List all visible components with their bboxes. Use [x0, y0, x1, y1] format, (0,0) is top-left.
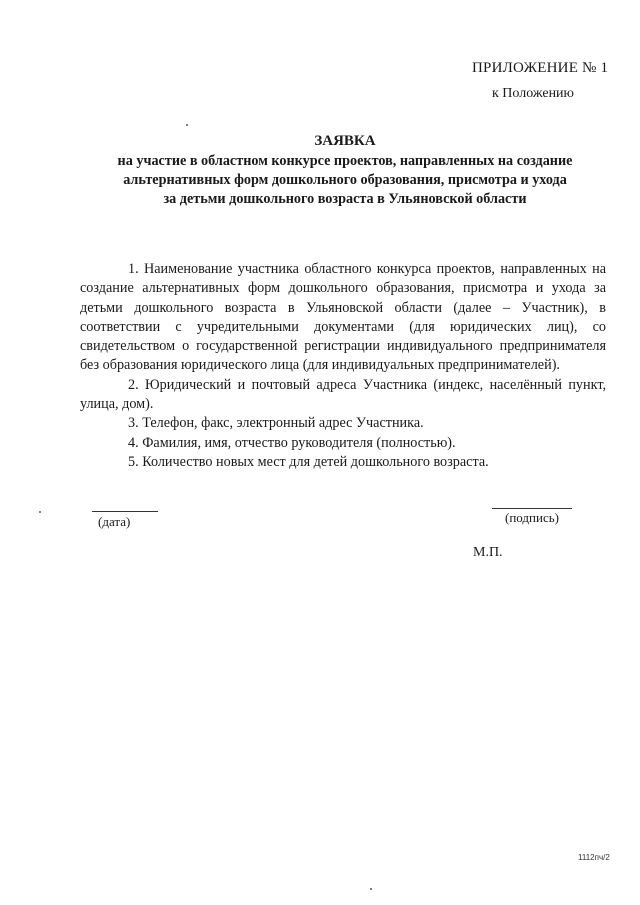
item-4: 4. Фамилия, имя, отчество руководителя (полностью). — [128, 434, 456, 451]
date-caption: (дата) — [98, 514, 131, 529]
date-line — [92, 511, 158, 512]
scan-speck — [39, 511, 41, 513]
item-5: 5. Количество новых мест для детей дошкольного возраста. — [128, 453, 489, 470]
appendix-reference: к Положению — [492, 86, 575, 101]
stamp-place: М.П. — [473, 545, 503, 560]
scan-speck — [186, 124, 188, 126]
title-main: ЗАЯВКА — [314, 133, 376, 149]
title-line-1: на участие в областном конкурсе проектов, направленных на создание — [117, 153, 573, 169]
title-line-2: альтернативных форм дошкольного образования, присмотра и ухода — [123, 172, 567, 188]
appendix-number: ПРИЛОЖЕНИЕ № 1 — [472, 60, 609, 76]
application-items — [80, 260, 606, 472]
scan-speck — [370, 888, 372, 890]
title-line-3: за детьми дошкольного возраста в Ульяновской области — [163, 191, 527, 207]
document-title — [80, 132, 610, 209]
item-3: 3. Телефон, факс, электронный адрес Участника. — [128, 415, 424, 432]
item-1: 1. Наименование участника областного конкурса проектов, направленных на создание альтернативных форм дошкольного образования, присмотра и ухода за детьми дошкольного возраста в Ульяновской области (далее – Участник), в соответствии с учредительными документами (для юридических лиц), со свидетельством о государственной регистрации индивидуального предпринимателя без образования юридического лица (для индивидуальных предпринимателей). — [80, 261, 606, 374]
document-code: 1112пч/2 — [578, 853, 610, 862]
item-2: 2. Юридический и почтовый адреса Участника (индекс, населённый пункт, улица, дом). — [80, 376, 606, 413]
signature-line — [492, 508, 572, 509]
signature-caption: (подпись) — [505, 510, 559, 525]
